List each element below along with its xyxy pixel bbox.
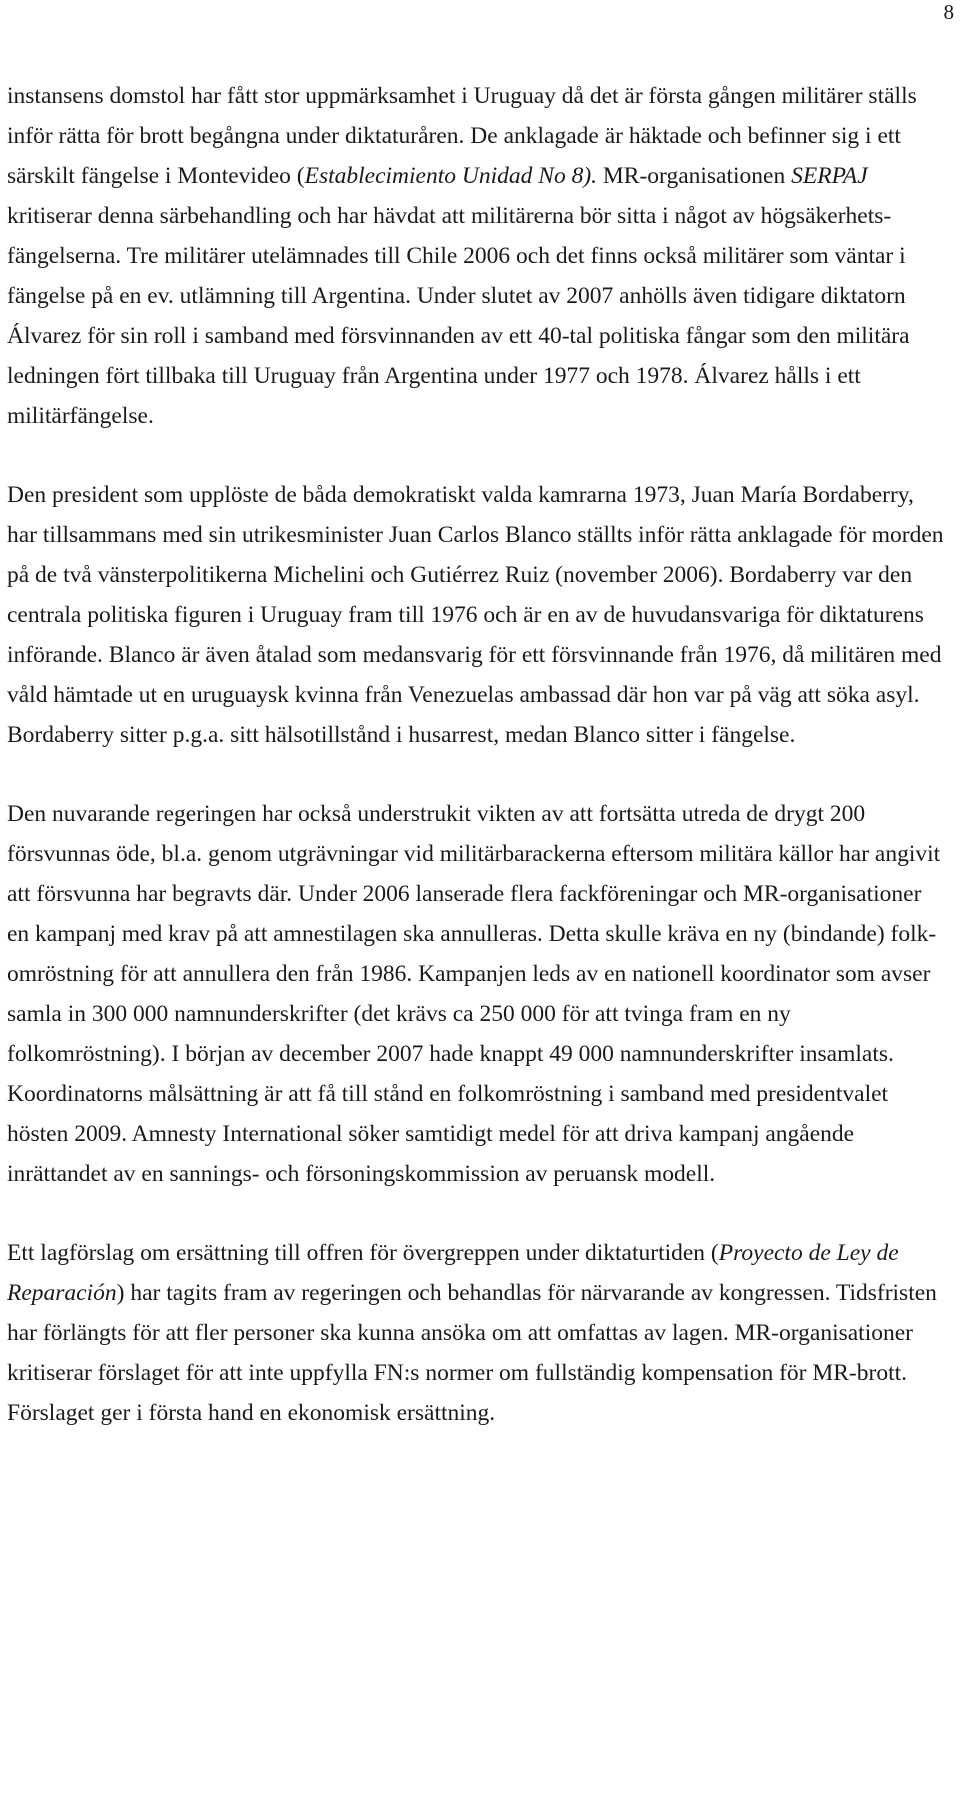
page-number: 8 [943,0,954,24]
italic-run: Proyecto de Ley de Reparación [7,1240,899,1306]
text-run: MR-organisationen [597,163,792,189]
paragraph [7,475,945,755]
italic-run: Establecimiento Unidad No 8). [304,163,598,189]
text-run: instansens domstol har fått stor uppmärksamhet i Uruguay då det är första gången militärer ställs inför rätta för brott begångna under diktaturåren. De anklagade är häktade och befinner sig i ett särskilt fängelse i Montevideo ( [7,83,917,189]
text-run: Den president som upplöste de båda demokratiskt valda kamrarna 1973, Juan María Bordaberry, har tillsammans med sin utrikesminister Juan Carlos Blanco ställts inför rätta anklagade för morden på de två vänsterpolitikerna Michelini och Gutiérrez Ruiz (november 2006). Bordaberry var den centrala politiska figuren i Uruguay fram till 1976 och är en av de huvudansvariga för diktaturens införande. Blanco är även åtalad som medansvarig för ett försvinnande från 1976, då militären med våld hämtade ut en uruguaysk kvinna från Venezuelas ambassad där hon var på väg att söka asyl. Bordaberry sitter p.g.a. sitt hälsotillstånd i husarrest, medan Blanco sitter i fängelse. [7,482,944,748]
paragraph [7,76,945,436]
text-run: kritiserar denna särbehandling och har hävdat att militärerna bör sitta i något av högsäkerhets-fängelserna. Tre militärer utelämnades till Chile 2006 och det finns också militärer som väntar i fängelse på en ev. utlämning till Argentina. Under slutet av 2007 anhölls även tidigare diktatorn Álvarez för sin roll i samband med försvinnanden av ett 40-tal politiska fångar som den militära ledningen fört tillbaka till Uruguay från Argentina under 1977 och 1978. Álvarez hålls i ett militärfängelse. [7,203,910,429]
paragraph [7,794,945,1194]
text-run: Ett lagförslag om ersättning till offren för övergreppen under diktaturtiden ( [7,1240,719,1266]
text-run: Den nuvarande regeringen har också understrukit vikten av att fortsätta utreda de drygt 200 försvunnas öde, bl.a. genom utgrävningar vid militärbarackerna eftersom militära källor har angivit att försvunna har begravts där. Under 2006 lanserade flera fackföreningar och MR-organisationer en kampanj med krav på att amnestilagen ska annulleras. Detta skulle kräva en ny (bindande) folk-omröstning för att annullera den från 1986. Kampanjen leds av en nationell koordinator som avser samla in 300 000 namnunderskrifter (det krävs ca 250 000 för att tvinga fram en ny folkomröstning). I början av december 2007 hade knappt 49 000 namnunderskrifter insamlats. Koordinatorns målsättning är att få till stånd en folkomröstning i samband med presidentvalet hösten 2009. Amnesty International söker samtidigt medel för att driva kampanj angående inrättandet av en sannings- och försoningskommission av peruansk modell. [7,801,941,1187]
document-body [7,76,945,1433]
paragraph [7,1233,945,1433]
italic-run: SERPAJ [791,163,868,189]
text-run: ) har tagits fram av regeringen och behandlas för närvarande av kongressen. Tidsfristen har förlängts för att fler personer ska kunna ansöka om att omfattas av lagen. MR-organisationer kritiserar förslaget för att inte uppfylla FN:s normer om fullständig kompensation för MR-brott. Förslaget ger i första hand en ekonomisk ersättning. [7,1280,937,1426]
